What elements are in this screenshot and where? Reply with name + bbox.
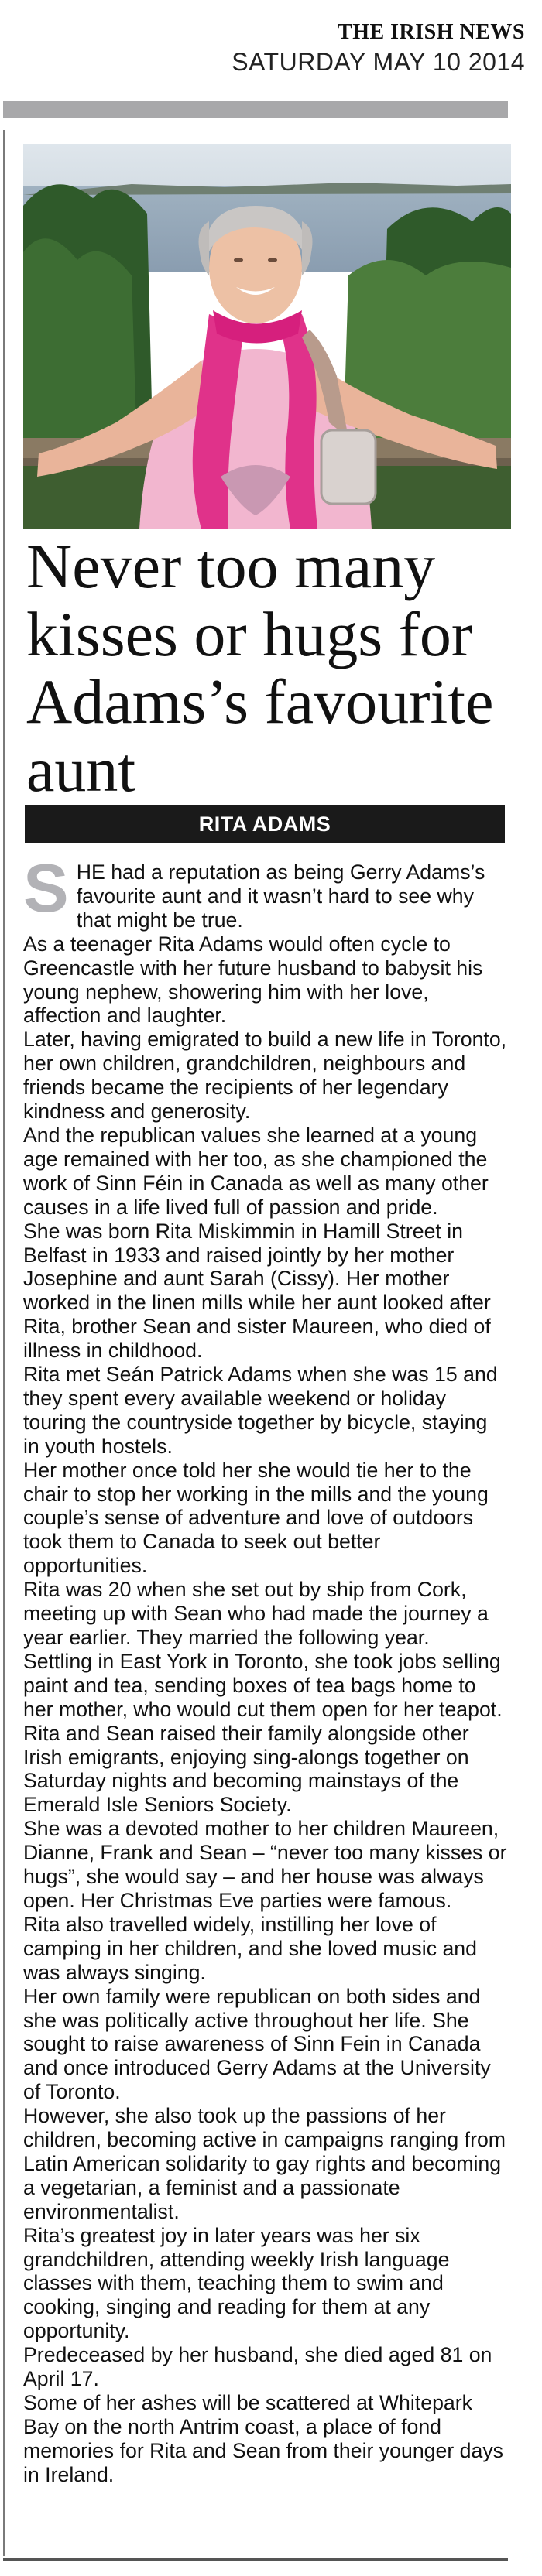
article-paragraph xyxy=(23,850,508,932)
article-photo xyxy=(23,144,511,529)
article-paragraph: Rita’s greatest joy in later years was her six grandchildren, attending weekly Irish language classes with them, teaching them to swim and cooking, singing and reading for them at any opportunity. xyxy=(23,2223,450,2343)
article-paragraph: Rita and Sean raised their family alongside other Irish emigrants, enjoying sing-alongs together on Saturday nights and becoming mainstays of the Emerald Isle Seniors Society. xyxy=(23,1721,469,1817)
article-paragraph: Rita also travelled widely, instilling her love of camping in her children, and she loved music and was always singing. xyxy=(23,1912,477,1984)
article-paragraph: Rita was 20 when she set out by ship from Cork, meeting up with Sean who had made the journey a year earlier. They married the following year. xyxy=(23,1578,489,1649)
masthead xyxy=(232,20,525,77)
bottom-rule xyxy=(3,2558,508,2561)
publication-date: SATURDAY MAY 10 2014 xyxy=(232,48,525,76)
article-paragraph: Predeceased by her husband, she died aged 81 on April 17. xyxy=(23,2343,492,2391)
article-paragraph: Settling in East York in Toronto, she took jobs selling paint and tea, sending boxes of tea bags home to her mother, who would cut them open for her teapot. xyxy=(23,1649,503,1721)
drop-cap: S xyxy=(23,850,69,926)
newspaper-name: THE IRISH NEWS xyxy=(338,20,525,44)
article-paragraph: And the republican values she learned at a young age remained with her too, as she championed the work of Sinn Féin in Canada as well as many other causes in a life lived full of passion and pride. xyxy=(23,1123,489,1219)
header-rule xyxy=(3,101,508,118)
headline: Never too many kisses or hugs for Adams’s favourite aunt xyxy=(26,531,494,806)
article-paragraph: Rita met Seán Patrick Adams when she was 15 and they spent every available weekend or holiday touring the countryside together by bicycle, staying in youth hostels. xyxy=(23,1363,498,1458)
article-body xyxy=(23,850,508,2487)
article-paragraph: She was born Rita Miskimmin in Hamill Street in Belfast in 1933 and raised jointly by her mother Josephine and aunt Sarah (Cissy). Her mother worked in the linen mills while her aunt looked after Rita, brother Sean and sister Maureen, who died of illness in childhood. xyxy=(23,1219,491,1363)
article-paragraph: As a teenager Rita Adams would often cycle to Greencastle with her future husband to babysit his young nephew, showering him with her love, affection and laughter. xyxy=(23,932,483,1028)
article-paragraph: Her mother once told her she would tie her to the chair to stop her working in the mills and the young couple’s sense of adventure and love of outdoors took them to Canada to seek out better opportunities. xyxy=(23,1458,489,1578)
first-paragraph-text: HE had a reputation as being Gerry Adams’s favourite aunt and it wasn’t hard to see why that might be true. xyxy=(76,860,485,932)
photo-illustration xyxy=(23,144,511,529)
article-paragraph: However, she also took up the passions of her children, becoming active in campaigns ranging from Latin American solidarity to gay rights and becoming a vegetarian, a feminist and a passionate environmentalist. xyxy=(23,2104,506,2223)
article-paragraph: She was a devoted mother to her children Maureen, Dianne, Frank and Sean – “never too many kisses or hugs”, she would say – and her house was always open. Her Christmas Eve parties were famous. xyxy=(23,1817,507,1912)
article-paragraph: Some of her ashes will be scattered at Whitepark Bay on the north Antrim coast, a place of fond memories for Rita and Sean from their younger days in Ireland. xyxy=(23,2391,504,2486)
byline-bar: RITA ADAMS xyxy=(25,805,505,843)
article-paragraph: Later, having emigrated to build a new life in Toronto, her own children, grandchildren, neighbours and friends became the recipients of her legendary kindness and generosity. xyxy=(23,1028,507,1124)
column-rule xyxy=(3,130,5,2556)
article-paragraph: Her own family were republican on both sides and she was politically active throughout her life. She sought to raise awareness of Sinn Fein in Canada and once introduced Gerry Adams at the University of Toronto. xyxy=(23,1984,491,2104)
